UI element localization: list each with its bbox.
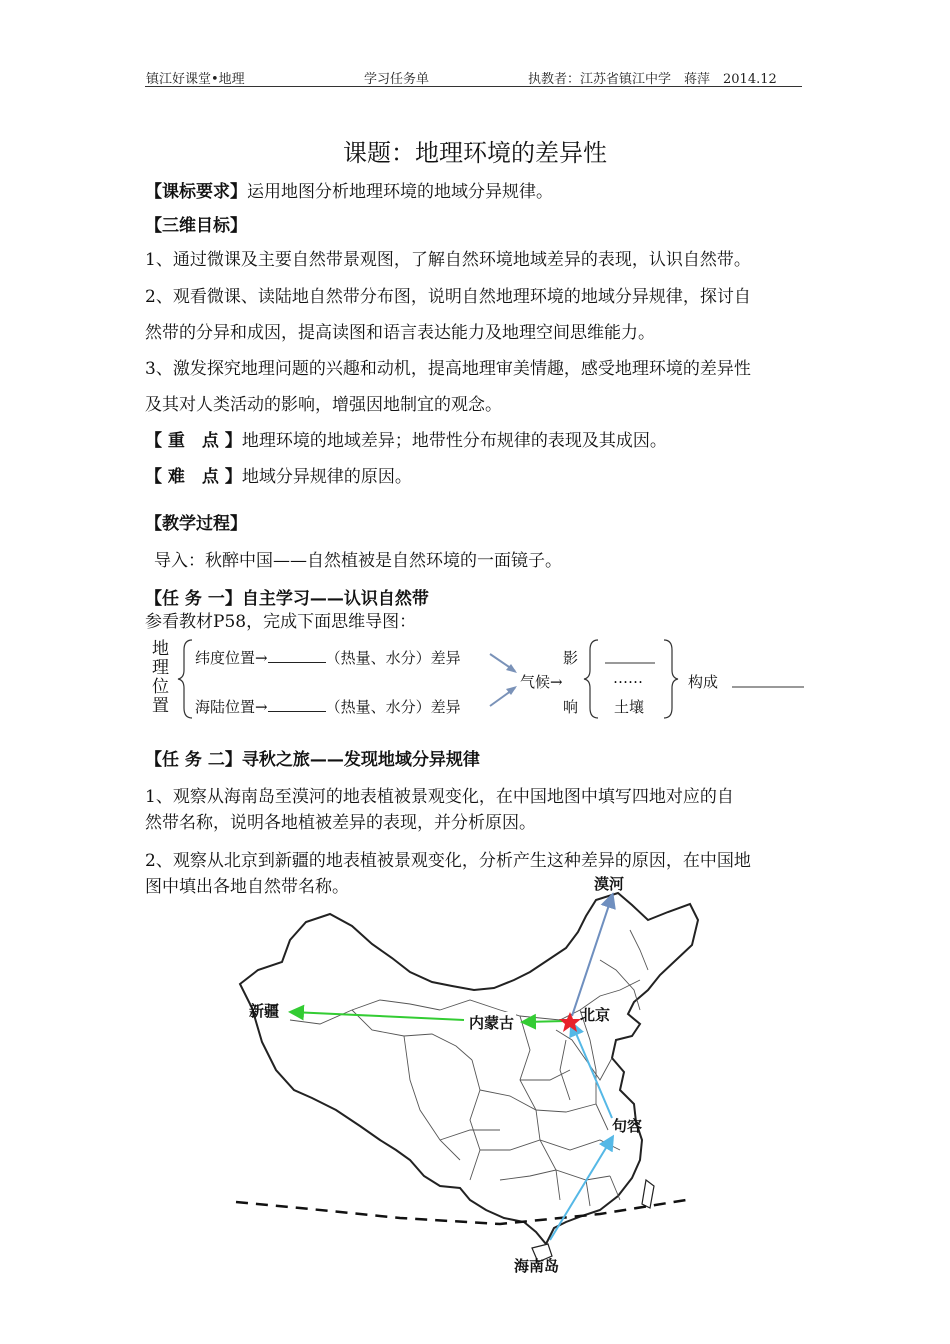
key-point-row <box>145 426 667 451</box>
key-point-text: 地理环境的地域差异；地带性分布规律的表现及其成因。 <box>241 431 667 451</box>
mindmap-row-latitude <box>195 647 461 668</box>
goal-item-2-line1: 2、观看微课、读陆地自然带分布图，说明自然地理环境的地域分异规律，探讨自 <box>145 287 751 307</box>
header-center: 学习任务单 <box>364 72 430 87</box>
page-title: 课题：地理环境的差异性 <box>343 139 607 167</box>
goal-item-1: 1、通过微课及主要自然带景观图，了解自然环境地域差异的表现，认识自然带。 <box>145 250 751 270</box>
mindmap-ellipsis: …… <box>613 669 643 687</box>
header-left: 镇江好课堂•地理 <box>146 72 245 87</box>
map-label-jurong: 句容 <box>612 1117 643 1135</box>
mindmap-root <box>152 640 169 716</box>
difficult-point-row <box>145 462 412 487</box>
map-label-beijing: 北京 <box>580 1006 611 1024</box>
standard-label: 【课标要求】 <box>145 182 247 202</box>
mindmap-soil: 土壤 <box>614 698 645 716</box>
task2-item2-line1: 2、观察从北京到新疆的地表植被景观变化，分析产生这种差异的原因，在中国地 <box>145 851 751 871</box>
task1-instruction: 参看教材P58，完成下面思维导图： <box>145 612 417 632</box>
header-rule <box>145 86 802 87</box>
task2-item2-line2: 图中填出各地自然带名称。 <box>145 877 349 897</box>
tropic-line <box>236 1200 686 1224</box>
mindmap-blank[interactable] <box>268 697 326 712</box>
standard-text: 运用地图分析地理环境的地域分异规律。 <box>247 182 553 202</box>
mindmap-row1-prefix: 纬度位置→ <box>195 649 268 667</box>
mindmap-row2-suffix: （热量、水分）差异 <box>325 698 461 716</box>
arrow-beijing-neimenggu <box>524 1021 566 1022</box>
map-label-neimenggu: 内蒙古 <box>469 1014 515 1032</box>
mindmap-row1-suffix: （热量、水分）差异 <box>325 649 461 667</box>
mindmap-compose: 构成 <box>688 673 719 691</box>
task2-item1-line1: 1、观察从海南岛至漠河的地表植被景观变化，在中国地图中填写四地对应的自 <box>145 787 734 807</box>
goal-item-3-line2: 及其对人类活动的影响，增强因地制宜的观念。 <box>145 395 502 415</box>
task2-label: 【任 务 二】寻秋之旅——发现地域分异规律 <box>145 750 480 770</box>
header-right: 执教者：江苏省镇江中学 蒋萍 2014.12 <box>528 72 777 87</box>
mindmap-root-char: 位 <box>152 677 169 697</box>
mindmap-blank[interactable] <box>268 648 326 663</box>
map-label-hainan: 海南岛 <box>514 1257 560 1275</box>
china-map <box>0 860 950 1290</box>
goal-item-2-line2: 然带的分异和成因，提高读图和语言表达能力及地理空间思维能力。 <box>145 323 655 343</box>
mindmap-root-char: 置 <box>152 696 169 716</box>
mindmap-root-char: 理 <box>152 658 169 678</box>
standard-row <box>145 177 553 202</box>
mindmap-influence-top: 影 <box>563 649 579 667</box>
task2-item1-line2: 然带名称，说明各地植被差异的表现，并分析原因。 <box>145 813 536 833</box>
goal-item-3-line1: 3、激发探究地理问题的兴趣和动机，提高地理审美情趣，感受地理环境的差异性 <box>145 359 751 379</box>
difficult-point-text: 地域分异规律的原因。 <box>241 467 412 487</box>
mindmap-influence-bottom: 响 <box>563 698 579 716</box>
difficult-point-label: 【 难 点 】 <box>145 467 242 487</box>
goals-label: 【三维目标】 <box>145 216 247 236</box>
mindmap-row-sea-land <box>195 696 461 717</box>
china-outline <box>240 893 698 1244</box>
map-label-mohe: 漠河 <box>594 875 625 893</box>
mindmap-climate: 气候→ <box>520 673 563 691</box>
key-point-label: 【 重 点 】 <box>145 431 242 451</box>
mindmap-root-char: 地 <box>152 639 169 659</box>
process-label: 【教学过程】 <box>145 514 247 534</box>
process-intro: 导入：秋醉中国——自然植被是自然环境的一面镜子。 <box>154 551 562 571</box>
map-label-xinjiang: 新疆 <box>249 1002 280 1020</box>
taiwan-island <box>642 1180 654 1208</box>
mindmap-row2-prefix: 海陆位置→ <box>195 698 268 716</box>
task1-label: 【任 务 一】自主学习——认识自然带 <box>145 589 429 609</box>
